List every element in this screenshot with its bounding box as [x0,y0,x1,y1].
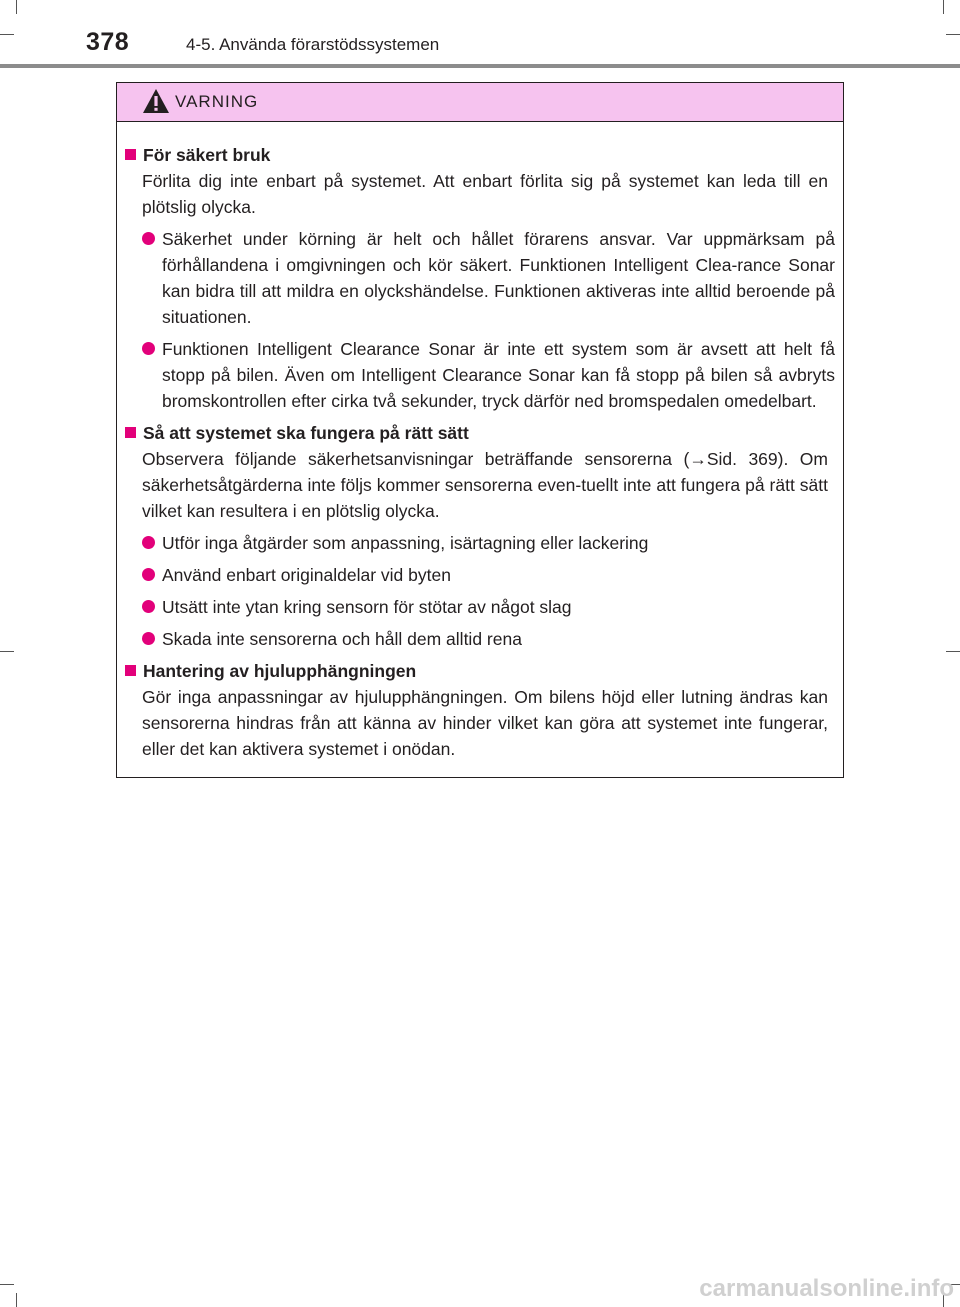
warning-label: VARNING [175,92,259,111]
list-item [125,626,835,652]
crop-mark [0,34,14,35]
dot-bullet-icon [142,632,155,645]
crop-mark [16,1293,17,1307]
crop-mark [0,651,14,652]
dot-bullet-icon [142,232,155,245]
dot-bullet-icon [142,600,155,613]
section-heading-text: Hantering av hjulupphängningen [143,661,417,681]
warning-section [125,658,835,762]
crop-mark [0,1284,14,1285]
list-item-text: Utsätt inte ytan kring sensorn för stötar av något slag [162,597,572,617]
section-text: Gör inga anpassningar av hjulupphängningen. Om bilens höjd eller lutning ändras kan sensorerna hindras från att känna av hinder vilket kan göra att systemet inte fungerar, eller det kan aktivera systemet i onödan. [142,687,828,759]
square-bullet-icon [125,665,136,676]
warning-triangle-icon [142,88,170,114]
section-text: Observera följande säkerhetsanvisningar beträffande sensorerna (→Sid. 369). Om säkerhetsåtgärderna inte följs kommer sensorerna even-tuellt inte att fungera på rätt sätt vilket kan resultera i en plötslig olycka. [142,449,828,521]
list-item [125,226,835,330]
section-heading [125,658,835,684]
warning-header [117,83,843,122]
crop-mark [16,0,17,14]
header-rule [0,64,960,68]
page-number: 378 [86,28,130,56]
list-item-text: Skada inte sensorerna och håll dem alltid rena [162,629,522,649]
list-item-text: Funktionen Intelligent Clearance Sonar är inte ett system som är avsett att helt få stopp på bilen. Även om Intelligent Clearance Sonar kan få stopp på bilen så avbryts bromskontrollen efter cirka två sekunder, tryck därför ned bromspedalen omedelbart. [162,339,835,411]
dot-bullet-icon [142,342,155,355]
section-heading [125,420,835,446]
watermark: carmanualsonline.info [699,1275,954,1302]
warning-section [125,142,835,414]
square-bullet-icon [125,427,136,438]
warning-body [117,122,843,762]
section-text: Förlita dig inte enbart på systemet. Att enbart förlita sig på systemet kan leda till en plötslig olycka. [142,171,828,217]
square-bullet-icon [125,149,136,160]
dot-bullet-icon [142,568,155,581]
list-item [125,562,835,588]
section-heading [125,142,835,168]
section-title: 4-5. Använda förarstödssystemen [186,35,440,54]
crop-mark [943,0,944,14]
section-heading-text: För säkert bruk [143,145,271,165]
list-item [125,336,835,414]
crop-mark [946,651,960,652]
warning-box [116,82,844,778]
list-item [125,530,835,556]
list-item [125,594,835,620]
list-item-text: Säkerhet under körning är helt och hållet förarens ansvar. Var uppmärksam på förhållandena i omgivningen och kör säkert. Funktionen Intelligent Clea-rance Sonar kan bidra till att mildra en olyckshändelse. Funktionen aktiveras inte alltid beroende på situationen. [162,229,835,327]
dot-bullet-icon [142,536,155,549]
crop-mark [946,34,960,35]
list-item-text: Använd enbart originaldelar vid byten [162,565,451,585]
section-heading-text: Så att systemet ska fungera på rätt sätt [143,423,469,443]
list-item-text: Utför inga åtgärder som anpassning, isärtagning eller lackering [162,533,649,553]
warning-section [125,420,835,652]
